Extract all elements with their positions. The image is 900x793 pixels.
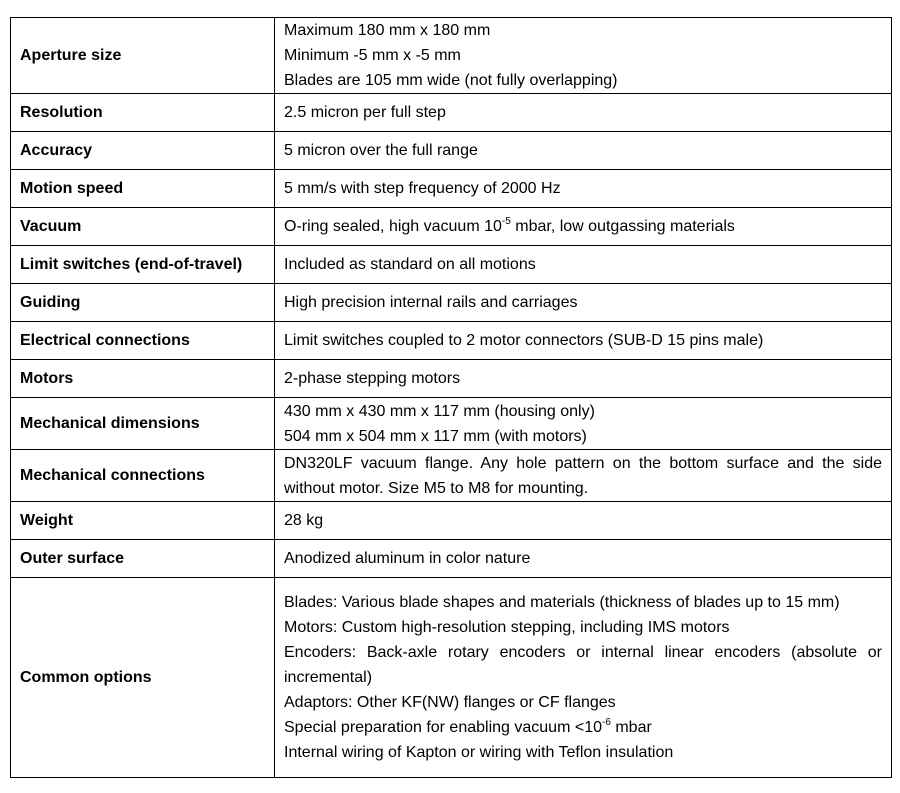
option-line: Internal wiring of Kapton or wiring with Teflon insulation: [284, 744, 674, 761]
row-label: Guiding: [11, 284, 275, 322]
table-row: [11, 398, 892, 450]
value-text: O-ring sealed, high vacuum 10: [284, 218, 502, 235]
option-text: mbar: [610, 719, 652, 736]
row-label: Mechanical connections: [11, 450, 275, 502]
row-value: [275, 578, 892, 778]
option-line: Encoders: Back-axle rotary encoders or internal linear encoders (absolute or incremental): [284, 644, 882, 686]
table-row: [11, 284, 892, 322]
table-row: [11, 450, 892, 502]
row-value: Limit switches coupled to 2 motor connectors (SUB-D 15 pins male): [275, 322, 892, 360]
row-value: 2.5 micron per full step: [275, 94, 892, 132]
value-line: 430 mm x 430 mm x 117 mm (housing only): [284, 402, 595, 420]
table-row: [11, 94, 892, 132]
table-row: [11, 208, 892, 246]
table-row: [11, 502, 892, 540]
row-value: 5 micron over the full range: [275, 132, 892, 170]
exponent: -6: [601, 716, 611, 728]
row-value: 2-phase stepping motors: [275, 360, 892, 398]
table-row: [11, 578, 892, 778]
table-row: [11, 540, 892, 578]
option-line: [284, 715, 882, 740]
row-label: Aperture size: [11, 18, 275, 94]
option-text: Special preparation for enabling vacuum <10: [284, 719, 602, 736]
value-line: Blades are 105 mm wide (not fully overlapping): [284, 72, 618, 89]
option-line: Motors: Custom high-resolution stepping, including IMS motors: [284, 619, 730, 636]
table-row: [11, 322, 892, 360]
row-value: Included as standard on all motions: [275, 246, 892, 284]
option-line: Adaptors: Other KF(NW) flanges or CF flanges: [284, 694, 616, 711]
value-line: Minimum -5 mm x -5 mm: [284, 47, 461, 64]
row-label: Common options: [11, 578, 275, 778]
row-value: High precision internal rails and carriages: [275, 284, 892, 322]
row-value: 5 mm/s with step frequency of 2000 Hz: [275, 170, 892, 208]
row-label: Motion speed: [11, 170, 275, 208]
row-value: Anodized aluminum in color nature: [275, 540, 892, 578]
value-line: 504 mm x 504 mm x 117 mm (with motors): [284, 427, 587, 445]
row-label: Outer surface: [11, 540, 275, 578]
table-row: [11, 170, 892, 208]
row-value: [275, 208, 892, 246]
value-line: Maximum 180 mm x 180 mm: [284, 22, 491, 39]
row-label: Vacuum: [11, 208, 275, 246]
row-label: Electrical connections: [11, 322, 275, 360]
row-value: 28 kg: [275, 502, 892, 540]
row-label: Motors: [11, 360, 275, 398]
row-label: Mechanical dimensions: [11, 398, 275, 450]
table-row: [11, 360, 892, 398]
table-row: [11, 18, 892, 94]
row-value: [275, 398, 892, 450]
exponent: -5: [501, 215, 511, 227]
table-row: [11, 246, 892, 284]
option-line: Blades: Various blade shapes and materials (thickness of blades up to 15 mm): [284, 594, 840, 611]
row-label: Limit switches (end-of-travel): [11, 246, 275, 284]
value-text: mbar, low outgassing materials: [510, 218, 735, 235]
row-label: Weight: [11, 502, 275, 540]
row-value: DN320LF vacuum flange. Any hole pattern on the bottom surface and the side without motor. Size M5 to M8 for mounting.: [275, 450, 892, 502]
table-row: [11, 132, 892, 170]
spec-table: [10, 17, 892, 778]
row-label: Accuracy: [11, 132, 275, 170]
row-label: Resolution: [11, 94, 275, 132]
row-value: [275, 18, 892, 94]
